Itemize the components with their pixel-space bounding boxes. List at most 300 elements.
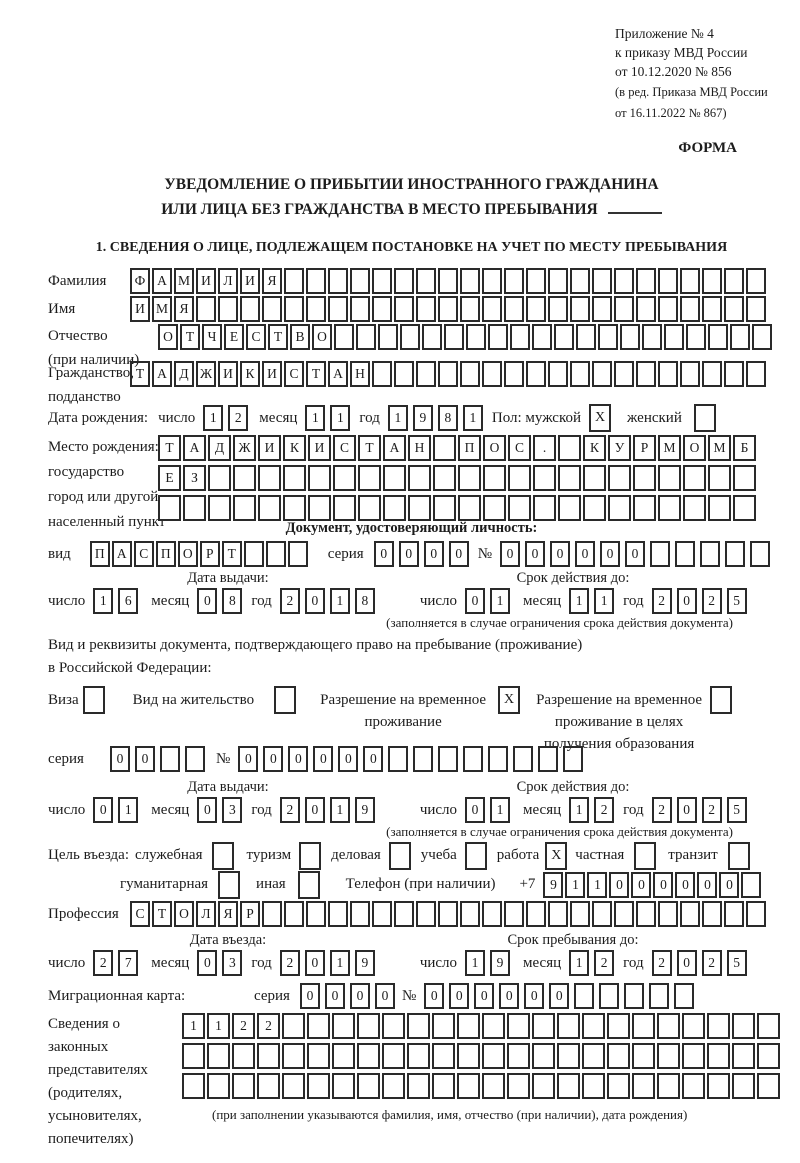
char-cell[interactable] xyxy=(746,361,766,387)
char-cell[interactable] xyxy=(233,465,256,491)
char-cell[interactable] xyxy=(558,435,581,461)
char-cell[interactable]: О xyxy=(312,324,332,350)
char-cell[interactable] xyxy=(416,901,436,927)
char-cell[interactable] xyxy=(683,465,706,491)
char-cell[interactable] xyxy=(707,1073,730,1099)
char-cell[interactable] xyxy=(372,901,392,927)
char-cell[interactable] xyxy=(284,901,304,927)
char-cell[interactable] xyxy=(328,901,348,927)
char-cell[interactable] xyxy=(746,296,766,322)
char-cell[interactable] xyxy=(702,361,722,387)
char-cell[interactable] xyxy=(707,1013,730,1039)
char-cell[interactable] xyxy=(282,1013,305,1039)
temp-residence-checkbox[interactable]: X xyxy=(498,686,520,714)
char-cell[interactable] xyxy=(258,495,281,521)
char-cell[interactable] xyxy=(350,901,370,927)
char-cell[interactable] xyxy=(658,465,681,491)
char-cell[interactable]: 0 xyxy=(375,983,395,1009)
char-cell[interactable] xyxy=(266,541,286,567)
char-cell[interactable] xyxy=(244,541,264,567)
char-cell[interactable] xyxy=(232,1073,255,1099)
char-cell[interactable] xyxy=(632,1043,655,1069)
char-cell[interactable] xyxy=(752,324,772,350)
char-cell[interactable] xyxy=(207,1073,230,1099)
char-cell[interactable] xyxy=(510,324,530,350)
char-cell[interactable] xyxy=(702,296,722,322)
char-cell[interactable]: 0 xyxy=(263,746,283,772)
char-cell[interactable] xyxy=(636,361,656,387)
char-cell[interactable]: 0 xyxy=(631,872,651,898)
char-cell[interactable] xyxy=(408,495,431,521)
char-cell[interactable] xyxy=(158,495,181,521)
char-cell[interactable]: 6 xyxy=(118,588,138,614)
char-cell[interactable] xyxy=(614,296,634,322)
char-cell[interactable] xyxy=(507,1073,530,1099)
char-cell[interactable] xyxy=(658,495,681,521)
char-cell[interactable]: И xyxy=(258,435,281,461)
char-cell[interactable] xyxy=(358,495,381,521)
char-cell[interactable]: И xyxy=(218,361,238,387)
char-cell[interactable] xyxy=(160,746,180,772)
char-cell[interactable]: Л xyxy=(196,901,216,927)
char-cell[interactable]: К xyxy=(283,435,306,461)
char-cell[interactable] xyxy=(438,361,458,387)
char-cell[interactable] xyxy=(483,495,506,521)
char-cell[interactable] xyxy=(257,1073,280,1099)
char-cell[interactable]: 1 xyxy=(587,872,607,898)
purpose-business-checkbox[interactable] xyxy=(389,842,411,870)
char-cell[interactable] xyxy=(328,268,348,294)
purpose-study-checkbox[interactable] xyxy=(465,842,487,870)
char-cell[interactable]: 0 xyxy=(609,872,629,898)
char-cell[interactable] xyxy=(262,901,282,927)
char-cell[interactable]: К xyxy=(240,361,260,387)
char-cell[interactable]: 0 xyxy=(653,872,673,898)
char-cell[interactable]: 0 xyxy=(600,541,620,567)
char-cell[interactable]: Л xyxy=(218,268,238,294)
char-cell[interactable] xyxy=(332,1073,355,1099)
char-cell[interactable]: Т xyxy=(180,324,200,350)
char-cell[interactable] xyxy=(724,901,744,927)
char-cell[interactable] xyxy=(482,1073,505,1099)
char-cell[interactable] xyxy=(636,901,656,927)
char-cell[interactable] xyxy=(607,1073,630,1099)
char-cell[interactable] xyxy=(394,268,414,294)
char-cell[interactable] xyxy=(532,324,552,350)
char-cell[interactable]: 0 xyxy=(500,541,520,567)
char-cell[interactable]: 2 xyxy=(93,950,113,976)
char-cell[interactable] xyxy=(507,1013,530,1039)
char-cell[interactable]: 1 xyxy=(490,588,510,614)
char-cell[interactable]: 9 xyxy=(355,950,375,976)
char-cell[interactable] xyxy=(632,1013,655,1039)
char-cell[interactable]: 2 xyxy=(702,588,722,614)
char-cell[interactable] xyxy=(407,1013,430,1039)
char-cell[interactable]: 9 xyxy=(490,950,510,976)
char-cell[interactable]: В xyxy=(290,324,310,350)
char-cell[interactable]: 2 xyxy=(702,950,722,976)
char-cell[interactable]: Р xyxy=(240,901,260,927)
char-cell[interactable] xyxy=(207,1043,230,1069)
char-cell[interactable] xyxy=(741,872,761,898)
char-cell[interactable] xyxy=(682,1043,705,1069)
char-cell[interactable] xyxy=(307,1013,330,1039)
char-cell[interactable]: Т xyxy=(358,435,381,461)
char-cell[interactable] xyxy=(350,296,370,322)
char-cell[interactable]: 0 xyxy=(313,746,333,772)
char-cell[interactable] xyxy=(413,746,433,772)
char-cell[interactable] xyxy=(407,1043,430,1069)
purpose-transit-checkbox[interactable] xyxy=(728,842,750,870)
char-cell[interactable] xyxy=(488,324,508,350)
char-cell[interactable] xyxy=(460,361,480,387)
char-cell[interactable] xyxy=(458,495,481,521)
char-cell[interactable]: Ж xyxy=(233,435,256,461)
char-cell[interactable]: П xyxy=(90,541,110,567)
char-cell[interactable]: И xyxy=(130,296,150,322)
char-cell[interactable] xyxy=(680,901,700,927)
char-cell[interactable]: З xyxy=(183,465,206,491)
char-cell[interactable] xyxy=(702,901,722,927)
char-cell[interactable] xyxy=(598,324,618,350)
char-cell[interactable] xyxy=(458,465,481,491)
char-cell[interactable] xyxy=(558,465,581,491)
char-cell[interactable] xyxy=(433,465,456,491)
char-cell[interactable] xyxy=(624,983,644,1009)
char-cell[interactable] xyxy=(548,268,568,294)
char-cell[interactable]: 0 xyxy=(325,983,345,1009)
char-cell[interactable] xyxy=(658,268,678,294)
char-cell[interactable] xyxy=(283,495,306,521)
char-cell[interactable]: 1 xyxy=(182,1013,205,1039)
char-cell[interactable]: 2 xyxy=(228,405,248,431)
char-cell[interactable]: Я xyxy=(218,901,238,927)
char-cell[interactable] xyxy=(746,268,766,294)
char-cell[interactable] xyxy=(232,1043,255,1069)
char-cell[interactable]: 5 xyxy=(727,797,747,823)
char-cell[interactable] xyxy=(357,1013,380,1039)
char-cell[interactable]: 0 xyxy=(93,797,113,823)
char-cell[interactable] xyxy=(757,1043,780,1069)
char-cell[interactable]: 0 xyxy=(697,872,717,898)
char-cell[interactable]: О xyxy=(483,435,506,461)
char-cell[interactable]: . xyxy=(533,435,556,461)
residence-permit-checkbox[interactable] xyxy=(274,686,296,714)
char-cell[interactable] xyxy=(416,296,436,322)
char-cell[interactable]: М xyxy=(658,435,681,461)
char-cell[interactable] xyxy=(356,324,376,350)
char-cell[interactable] xyxy=(686,324,706,350)
char-cell[interactable]: 1 xyxy=(330,950,350,976)
char-cell[interactable]: Р xyxy=(200,541,220,567)
char-cell[interactable]: Т xyxy=(152,901,172,927)
char-cell[interactable] xyxy=(683,495,706,521)
char-cell[interactable] xyxy=(438,901,458,927)
char-cell[interactable] xyxy=(732,1073,755,1099)
char-cell[interactable]: М xyxy=(174,268,194,294)
char-cell[interactable] xyxy=(642,324,662,350)
char-cell[interactable] xyxy=(332,1013,355,1039)
visa-checkbox[interactable] xyxy=(83,686,105,714)
char-cell[interactable]: 0 xyxy=(305,950,325,976)
char-cell[interactable]: 0 xyxy=(197,950,217,976)
char-cell[interactable]: 2 xyxy=(652,797,672,823)
char-cell[interactable] xyxy=(576,324,596,350)
char-cell[interactable]: 3 xyxy=(222,797,242,823)
char-cell[interactable] xyxy=(558,495,581,521)
char-cell[interactable] xyxy=(574,983,594,1009)
char-cell[interactable]: 0 xyxy=(110,746,130,772)
char-cell[interactable]: 0 xyxy=(197,797,217,823)
char-cell[interactable]: Н xyxy=(408,435,431,461)
char-cell[interactable] xyxy=(608,495,631,521)
char-cell[interactable]: С xyxy=(246,324,266,350)
char-cell[interactable]: Т xyxy=(306,361,326,387)
char-cell[interactable]: 8 xyxy=(355,588,375,614)
char-cell[interactable] xyxy=(680,296,700,322)
purpose-humanitarian-checkbox[interactable] xyxy=(218,871,240,899)
char-cell[interactable] xyxy=(708,324,728,350)
char-cell[interactable] xyxy=(563,746,583,772)
char-cell[interactable]: У xyxy=(608,435,631,461)
char-cell[interactable]: Ч xyxy=(202,324,222,350)
char-cell[interactable] xyxy=(306,268,326,294)
char-cell[interactable] xyxy=(282,1073,305,1099)
char-cell[interactable] xyxy=(582,1043,605,1069)
char-cell[interactable]: Д xyxy=(208,435,231,461)
char-cell[interactable] xyxy=(382,1043,405,1069)
char-cell[interactable]: С xyxy=(134,541,154,567)
char-cell[interactable] xyxy=(508,465,531,491)
char-cell[interactable] xyxy=(674,983,694,1009)
char-cell[interactable] xyxy=(682,1073,705,1099)
char-cell[interactable]: А xyxy=(383,435,406,461)
char-cell[interactable]: 2 xyxy=(280,797,300,823)
char-cell[interactable] xyxy=(732,1013,755,1039)
char-cell[interactable] xyxy=(357,1043,380,1069)
char-cell[interactable]: О xyxy=(178,541,198,567)
char-cell[interactable] xyxy=(185,746,205,772)
char-cell[interactable]: 1 xyxy=(569,797,589,823)
char-cell[interactable]: 1 xyxy=(118,797,138,823)
char-cell[interactable]: 0 xyxy=(677,797,697,823)
char-cell[interactable]: О xyxy=(174,901,194,927)
char-cell[interactable] xyxy=(382,1013,405,1039)
char-cell[interactable] xyxy=(433,435,456,461)
char-cell[interactable] xyxy=(657,1043,680,1069)
char-cell[interactable]: О xyxy=(683,435,706,461)
char-cell[interactable] xyxy=(432,1013,455,1039)
char-cell[interactable] xyxy=(284,268,304,294)
char-cell[interactable] xyxy=(570,361,590,387)
char-cell[interactable] xyxy=(433,495,456,521)
char-cell[interactable]: 0 xyxy=(675,872,695,898)
char-cell[interactable]: А xyxy=(152,268,172,294)
char-cell[interactable] xyxy=(750,541,770,567)
char-cell[interactable]: 0 xyxy=(449,541,469,567)
char-cell[interactable]: 1 xyxy=(388,405,408,431)
char-cell[interactable] xyxy=(422,324,442,350)
char-cell[interactable] xyxy=(308,495,331,521)
char-cell[interactable]: 2 xyxy=(257,1013,280,1039)
char-cell[interactable] xyxy=(708,495,731,521)
char-cell[interactable] xyxy=(650,541,670,567)
char-cell[interactable] xyxy=(482,296,502,322)
char-cell[interactable] xyxy=(240,296,260,322)
char-cell[interactable] xyxy=(730,324,750,350)
char-cell[interactable]: 1 xyxy=(330,588,350,614)
char-cell[interactable]: 0 xyxy=(238,746,258,772)
char-cell[interactable] xyxy=(482,1013,505,1039)
char-cell[interactable] xyxy=(400,324,420,350)
char-cell[interactable] xyxy=(357,1073,380,1099)
char-cell[interactable]: С xyxy=(130,901,150,927)
male-checkbox[interactable]: X xyxy=(589,404,611,432)
char-cell[interactable]: 2 xyxy=(232,1013,255,1039)
char-cell[interactable] xyxy=(372,268,392,294)
char-cell[interactable]: 5 xyxy=(727,588,747,614)
char-cell[interactable] xyxy=(196,296,216,322)
char-cell[interactable] xyxy=(288,541,308,567)
char-cell[interactable]: 5 xyxy=(727,950,747,976)
char-cell[interactable] xyxy=(388,746,408,772)
char-cell[interactable]: А xyxy=(112,541,132,567)
char-cell[interactable] xyxy=(257,1043,280,1069)
char-cell[interactable]: 0 xyxy=(305,797,325,823)
char-cell[interactable] xyxy=(504,268,524,294)
char-cell[interactable]: 1 xyxy=(465,950,485,976)
char-cell[interactable] xyxy=(482,901,502,927)
char-cell[interactable]: 0 xyxy=(350,983,370,1009)
char-cell[interactable]: 0 xyxy=(550,541,570,567)
char-cell[interactable]: Т xyxy=(222,541,242,567)
char-cell[interactable] xyxy=(372,296,392,322)
char-cell[interactable]: 0 xyxy=(399,541,419,567)
purpose-tourism-checkbox[interactable] xyxy=(299,842,321,870)
char-cell[interactable] xyxy=(457,1013,480,1039)
char-cell[interactable]: 0 xyxy=(677,950,697,976)
char-cell[interactable]: 0 xyxy=(474,983,494,1009)
char-cell[interactable] xyxy=(416,361,436,387)
char-cell[interactable]: А xyxy=(152,361,172,387)
char-cell[interactable] xyxy=(284,296,304,322)
char-cell[interactable] xyxy=(533,465,556,491)
char-cell[interactable]: 0 xyxy=(338,746,358,772)
purpose-other-checkbox[interactable] xyxy=(298,871,320,899)
char-cell[interactable]: 1 xyxy=(305,405,325,431)
char-cell[interactable] xyxy=(702,268,722,294)
char-cell[interactable] xyxy=(372,361,392,387)
char-cell[interactable] xyxy=(218,296,238,322)
char-cell[interactable] xyxy=(432,1043,455,1069)
char-cell[interactable] xyxy=(358,465,381,491)
char-cell[interactable] xyxy=(504,361,524,387)
char-cell[interactable] xyxy=(532,1043,555,1069)
char-cell[interactable]: Р xyxy=(633,435,656,461)
char-cell[interactable]: П xyxy=(156,541,176,567)
char-cell[interactable] xyxy=(636,296,656,322)
char-cell[interactable] xyxy=(438,746,458,772)
char-cell[interactable] xyxy=(350,268,370,294)
char-cell[interactable]: 7 xyxy=(118,950,138,976)
char-cell[interactable] xyxy=(513,746,533,772)
char-cell[interactable] xyxy=(262,296,282,322)
temp-residence-education-checkbox[interactable] xyxy=(710,686,732,714)
char-cell[interactable]: Д xyxy=(174,361,194,387)
char-cell[interactable] xyxy=(378,324,398,350)
char-cell[interactable]: 0 xyxy=(677,588,697,614)
char-cell[interactable] xyxy=(307,1043,330,1069)
char-cell[interactable] xyxy=(416,268,436,294)
char-cell[interactable]: А xyxy=(328,361,348,387)
char-cell[interactable] xyxy=(583,465,606,491)
char-cell[interactable]: 0 xyxy=(135,746,155,772)
char-cell[interactable] xyxy=(725,541,745,567)
char-cell[interactable] xyxy=(636,268,656,294)
char-cell[interactable] xyxy=(746,901,766,927)
char-cell[interactable]: 3 xyxy=(222,950,242,976)
char-cell[interactable]: 2 xyxy=(652,950,672,976)
char-cell[interactable] xyxy=(332,1043,355,1069)
char-cell[interactable] xyxy=(283,465,306,491)
char-cell[interactable] xyxy=(460,268,480,294)
char-cell[interactable] xyxy=(582,1073,605,1099)
char-cell[interactable] xyxy=(407,1073,430,1099)
char-cell[interactable] xyxy=(620,324,640,350)
char-cell[interactable] xyxy=(457,1043,480,1069)
char-cell[interactable]: 0 xyxy=(449,983,469,1009)
char-cell[interactable] xyxy=(649,983,669,1009)
char-cell[interactable]: 0 xyxy=(424,983,444,1009)
purpose-private-checkbox[interactable] xyxy=(634,842,656,870)
char-cell[interactable]: 1 xyxy=(490,797,510,823)
purpose-official-checkbox[interactable] xyxy=(212,842,234,870)
char-cell[interactable]: Ж xyxy=(196,361,216,387)
char-cell[interactable]: Т xyxy=(268,324,288,350)
char-cell[interactable] xyxy=(724,361,744,387)
char-cell[interactable]: 8 xyxy=(438,405,458,431)
char-cell[interactable] xyxy=(457,1073,480,1099)
char-cell[interactable]: 8 xyxy=(222,588,242,614)
char-cell[interactable] xyxy=(258,465,281,491)
char-cell[interactable] xyxy=(533,495,556,521)
char-cell[interactable] xyxy=(592,296,612,322)
char-cell[interactable] xyxy=(664,324,684,350)
char-cell[interactable] xyxy=(532,1073,555,1099)
char-cell[interactable] xyxy=(557,1043,580,1069)
char-cell[interactable] xyxy=(463,746,483,772)
char-cell[interactable] xyxy=(282,1043,305,1069)
char-cell[interactable] xyxy=(557,1013,580,1039)
char-cell[interactable]: П xyxy=(458,435,481,461)
char-cell[interactable] xyxy=(633,495,656,521)
char-cell[interactable] xyxy=(208,465,231,491)
char-cell[interactable]: И xyxy=(196,268,216,294)
char-cell[interactable] xyxy=(592,361,612,387)
char-cell[interactable]: Б xyxy=(733,435,756,461)
char-cell[interactable] xyxy=(394,361,414,387)
char-cell[interactable]: 0 xyxy=(575,541,595,567)
char-cell[interactable] xyxy=(757,1013,780,1039)
char-cell[interactable] xyxy=(682,1013,705,1039)
char-cell[interactable]: 2 xyxy=(652,588,672,614)
char-cell[interactable]: И xyxy=(308,435,331,461)
char-cell[interactable] xyxy=(599,983,619,1009)
char-cell[interactable]: 9 xyxy=(355,797,375,823)
char-cell[interactable] xyxy=(732,1043,755,1069)
char-cell[interactable]: 1 xyxy=(330,797,350,823)
char-cell[interactable] xyxy=(444,324,464,350)
